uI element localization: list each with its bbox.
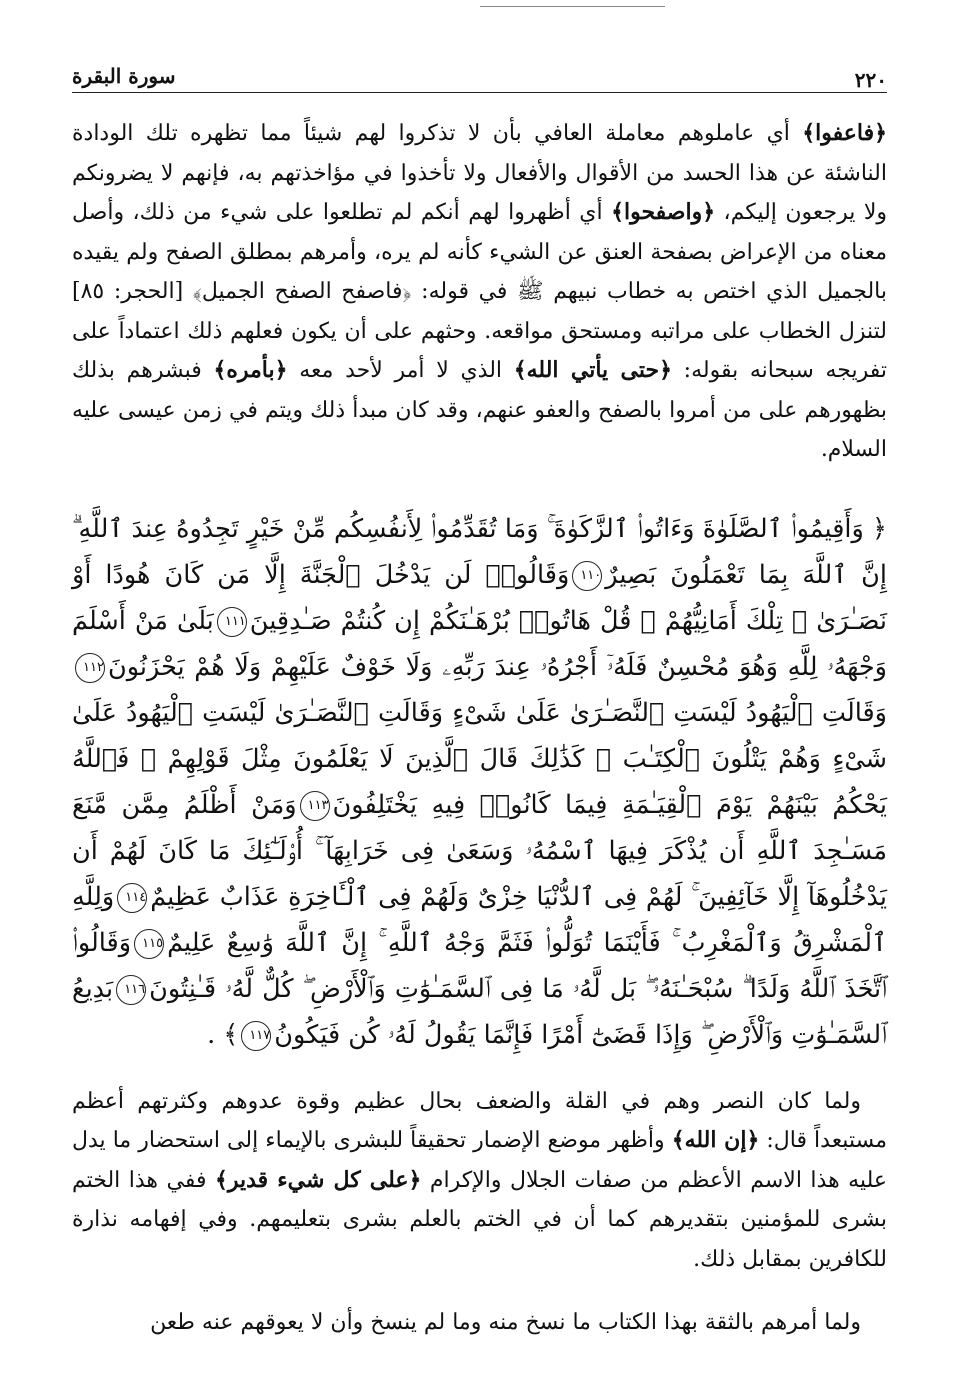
verse-117: بَدِيعُ ٱلسَّمَـٰوَٰتِ وَٱلْأَرْضِ ۖ وَإِذَا قَضَىٰٓ أَمْرًا فَإِنَّمَا يَقُولُ لَهُۥ كُن فَيَكُونُ: [72, 973, 887, 1050]
ornate-bracket-close: ﴾ .: [207, 1019, 239, 1050]
page-header: [72, 62, 887, 93]
verse-number-marker: ١١٥: [134, 929, 164, 959]
verse-number-marker: ١١٠: [572, 561, 602, 591]
page-number: ٢٢٠: [854, 68, 887, 92]
verse-113: وَقَالَتِ ٱلْيَهُودُ لَيْسَتِ ٱلنَّصَـٰرَىٰ عَلَىٰ شَىْءٍ وَقَالَتِ ٱلنَّصَـٰرَىٰ لَيْسَتِ ٱلْيَهُودُ عَلَىٰ شَىْءٍ وَهُمْ يَتْلُونَ ٱلْكِتَـٰبَ ۗ كَذَٰلِكَ قَالَ ٱلَّذِينَ لَا يَعْلَمُونَ مِثْلَ قَوْلِهِمْ ۚ فَٱللَّهُ يَحْكُمُ بَيْنَهُمْ يَوْمَ ٱلْقِيَـٰمَةِ فِيمَا كَانُوا۟ فِيهِ يَخْتَلِفُونَ: [72, 697, 888, 820]
verse-110: وَأَقِيمُوا۟ ٱلصَّلَوٰةَ وَءَاتُوا۟ ٱلزَّكَوٰةَ ۚ وَمَا تُقَدِّمُوا۟ لِأَنفُسِكُم مِّنْ خَيْرٍ تَجِدُوهُ عِندَ ٱللَّهِ ۗ إِنَّ ٱللَّهَ بِمَا تَعْمَلُونَ بَصِيرٌ: [72, 513, 887, 590]
quoted-phrase: ﴿حتى يأتي الله﴾: [513, 357, 672, 383]
verse-number-marker: ١١٣: [300, 791, 330, 821]
verse-number-marker: ١١١: [217, 607, 247, 637]
text-run: أي أظهروا لهم أنكم لم تطلعوا على شيء من ذلك، وأصل معناه من الإعراض بصفحة العنق عن الشيء كأنه لم يره، وأمرهم بمطلق الصفح ولم يقيده بالجميل الذي اختص به خطاب نبيهم ﷺ في قوله: ﴿فاصفح الصفح الجميل﴾ [الحجر: ٨٥] لتنزل الخطاب على مراتبه ومستحق مواقعه. وحثهم على أن يكون فعلهم ذلك اعتماداً على تفريجه سبحانه بقوله:: [72, 200, 887, 383]
quran-verses: [72, 506, 887, 1058]
verse-114: وَمَنْ أَظْلَمُ مِمَّن مَّنَعَ مَسَـٰجِدَ ٱللَّهِ أَن يُذْكَرَ فِيهَا ٱسْمُهُۥ وَسَعَىٰ فِى خَرَابِهَآ ۚ أُو۟لَـٰٓئِكَ مَا كَانَ لَهُمْ أَن يَدْخُلُوهَآ إِلَّا خَآئِفِينَ ۚ لَهُمْ فِى ٱلدُّنْيَا خِزْىٌ وَلَهُمْ فِى ٱلْـَٔاخِرَةِ عَذَابٌ عَظِيمٌ: [72, 789, 887, 912]
verse-number-marker: ١١٧: [241, 1021, 271, 1051]
verse-115: وَلِلَّهِ ٱلْمَشْرِقُ وَٱلْمَغْرِبُ ۚ فَأَيْنَمَا تُوَلُّوا۟ فَثَمَّ وَجْهُ ٱللَّهِ ۚ إِنَّ ٱللَّهَ وَٰسِعٌ عَلِيمٌ: [72, 881, 887, 958]
quoted-phrase: ﴿واصفحوا﴾: [611, 199, 716, 225]
text-run: وأظهر موضع الإضمار تحقيقاً للبشرى بالإيماء إلى استحضار ما يدل عليه هذا الاسم الأعظم من صفات الجلال والإكرام: [72, 1128, 887, 1193]
page-body: [72, 114, 887, 1367]
verse-number-marker: ١١٢: [75, 653, 105, 683]
text-run: الذي لا أمر لأحد معه: [287, 358, 514, 383]
verse-112: بَلَىٰ مَنْ أَسْلَمَ وَجْهَهُۥ لِلَّهِ وَهُوَ مُحْسِنٌ فَلَهُۥٓ أَجْرُهُۥ عِندَ رَبِّهِۦ وَلَا خَوْفٌ عَلَيْهِمْ وَلَا هُمْ يَحْزَنُونَ: [72, 605, 887, 682]
quoted-phrase: ﴿بأمره﴾: [213, 357, 288, 383]
quoted-phrase: ﴿على كل شيء قدير﴾: [214, 1166, 422, 1193]
quoted-phrase: ﴿فاعفوا﴾: [802, 120, 888, 146]
verse-111: وَقَالُوا۟ لَن يَدْخُلَ ٱلْجَنَّةَ إِلَّا مَن كَانَ هُودًا أَوْ نَصَـٰرَىٰ ۗ تِلْكَ أَمَانِيُّهُمْ ۗ قُلْ هَاتُوا۟ بُرْهَـٰنَكُمْ إِن كُنتُمْ صَـٰدِقِينَ: [72, 559, 887, 636]
text-run: ولما أمرهم بالثقة بهذا الكتاب ما نسخ منه وما لم ينسخ وأن لا يعوقهم عنه طعن: [150, 1310, 861, 1335]
text-run: أي عاملوهم معاملة العافي بأن لا تذكروا لهم شيئاً مما تظهره تلك الودادة الناشئة عن هذا الحسد من الأقوال والأفعال ولا تأخذوا في مؤاخذتهم به، فإنهم لا يضرونكم ولا يرجعون إليكم،: [72, 121, 887, 225]
quoted-phrase: ﴿إن الله﴾: [671, 1127, 760, 1153]
text-run: فبشرهم بذلك بظهورهم على من أمروا بالصفح والعفو عنهم، وقد كان مبدأ ذلك ويتم في زمن عيسى عليه السلام.: [72, 358, 887, 462]
top-rule: [480, 6, 665, 7]
surah-title: سورة البقرة: [72, 64, 176, 88]
text-run: ففي هذا الختم بشرى للمؤمنين بتقديرهم كما أن في الختم بالعلم بشرى بتعليمهم. وفي إفهامه نذارة للكافرين بمقابل ذلك.: [72, 1167, 887, 1272]
verse-number-marker: ١١٤: [117, 883, 147, 913]
tafsir-paragraph-1: [72, 114, 887, 470]
text-run: ولما كان النصر وهم في القلة والضعف بحال عظيم وقوة عدوهم وكثرتهم أعظم مستبعداً قال:: [72, 1088, 887, 1153]
ornate-bracket-open: ﴿: [872, 513, 887, 544]
verse-116: وَقَالُوا۟ ٱتَّخَذَ ٱللَّهُ وَلَدًا ۗ سُبْحَـٰنَهُۥ ۖ بَل لَّهُۥ مَا فِى ٱلسَّمَـٰوَٰتِ وَٱلْأَرْضِ ۖ كُلٌّ لَّهُۥ قَـٰنِتُونَ: [72, 927, 887, 1004]
tafsir-paragraph-3: [72, 1303, 887, 1343]
tafsir-paragraph-2: [72, 1082, 887, 1280]
verse-number-marker: ١١٦: [116, 975, 146, 1005]
